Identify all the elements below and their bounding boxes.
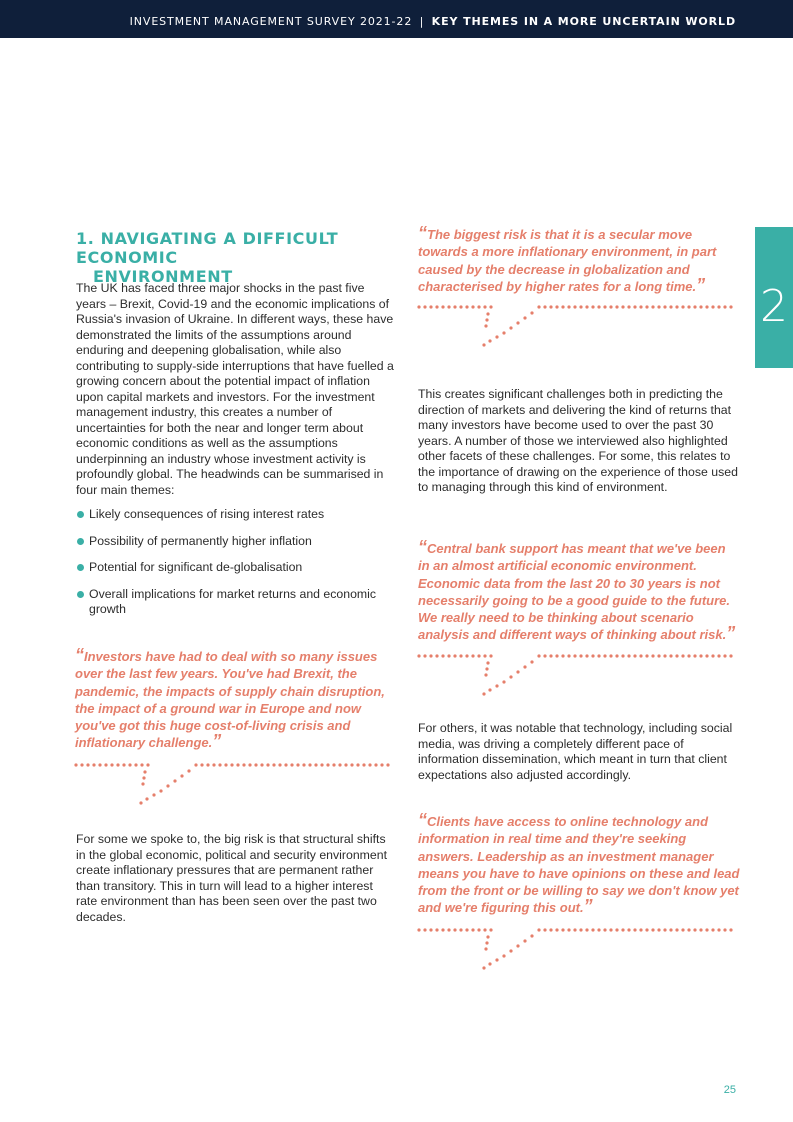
dot: [627, 305, 630, 308]
dot: [687, 654, 690, 657]
dot: [663, 305, 666, 308]
dot: [561, 928, 564, 931]
dot: [502, 954, 505, 957]
dot: [495, 335, 498, 338]
theme-title: KEY THEMES IN A MORE UNCERTAIN WORLD: [431, 15, 736, 28]
dot: [441, 654, 444, 657]
dot: [657, 305, 660, 308]
dot: [651, 928, 654, 931]
dot: [477, 928, 480, 931]
dot: [502, 331, 505, 334]
open-quote-icon: “: [418, 223, 427, 243]
dot: [585, 928, 588, 931]
dot: [484, 947, 487, 950]
body-paragraph: For others, it was notable that technology, including social media, was driving a completely different pace of information dissemination, which meant in turn that client expectations also adjusted accordingly.: [418, 721, 733, 782]
dot: [561, 654, 564, 657]
dot: [477, 305, 480, 308]
dot: [669, 928, 672, 931]
dot: [260, 763, 263, 766]
dot: [663, 654, 666, 657]
pull-quote-1: [75, 645, 397, 752]
dot: [417, 305, 420, 308]
dot: [453, 654, 456, 657]
dot: [555, 654, 558, 657]
dot: [483, 928, 486, 931]
dot: [597, 305, 600, 308]
dot: [597, 654, 600, 657]
dot: [657, 654, 660, 657]
dot: [482, 966, 485, 969]
dot: [488, 688, 491, 691]
dot: [110, 763, 113, 766]
close-quote-icon: ”: [583, 896, 593, 917]
list-item-text: Potential for significant de-globalisation: [89, 560, 303, 574]
dot: [509, 949, 512, 952]
dot: [302, 763, 305, 766]
dot: [687, 928, 690, 931]
dot: [675, 305, 678, 308]
dot: [585, 305, 588, 308]
dot: [516, 670, 519, 673]
quote-text: [418, 537, 740, 644]
header-title: [130, 15, 736, 28]
dot: [675, 654, 678, 657]
dot: [296, 763, 299, 766]
list-item: [76, 507, 396, 523]
paragraph-2-block: [76, 832, 396, 925]
dot: [230, 763, 233, 766]
dot: [516, 321, 519, 324]
dot: [681, 654, 684, 657]
open-quote-icon: “: [418, 537, 427, 557]
dot: [104, 763, 107, 766]
dot: [523, 665, 526, 668]
dot: [603, 928, 606, 931]
dot: [485, 941, 488, 944]
dot: [549, 928, 552, 931]
dot: [530, 934, 533, 937]
bullet-list-block: [76, 507, 396, 618]
dot: [338, 763, 341, 766]
dot: [122, 763, 125, 766]
open-quote-icon: “: [75, 645, 84, 665]
dot: [591, 305, 594, 308]
pull-quote-2: [418, 223, 740, 295]
dot: [224, 763, 227, 766]
dot: [711, 928, 714, 931]
dot: [429, 928, 432, 931]
dot: [206, 763, 209, 766]
dot: [555, 305, 558, 308]
dot: [543, 305, 546, 308]
dot: [639, 654, 642, 657]
pull-quote-3: [418, 537, 740, 644]
section-heading: [76, 229, 394, 286]
dot: [717, 305, 720, 308]
dot: [386, 763, 389, 766]
dot: [639, 928, 642, 931]
dot: [166, 784, 169, 787]
dot: [447, 305, 450, 308]
dot: [687, 305, 690, 308]
right-paragraph-2-block: [418, 721, 740, 783]
dot: [633, 305, 636, 308]
dot: [591, 928, 594, 931]
dot: [579, 654, 582, 657]
dot: [573, 654, 576, 657]
dot: [717, 654, 720, 657]
dot: [591, 654, 594, 657]
dot: [459, 928, 462, 931]
dot: [523, 316, 526, 319]
quote-text: [418, 810, 740, 917]
dot: [116, 763, 119, 766]
dot: [350, 763, 353, 766]
dot: [80, 763, 83, 766]
dot: [509, 675, 512, 678]
dot: [705, 928, 708, 931]
dot: [435, 305, 438, 308]
dot: [308, 763, 311, 766]
dot: [218, 763, 221, 766]
dot: [537, 654, 540, 657]
dot: [484, 324, 487, 327]
bullet-icon: [77, 511, 84, 518]
dot: [699, 305, 702, 308]
dot: [212, 763, 215, 766]
dot: [585, 654, 588, 657]
close-quote-icon: ”: [212, 731, 222, 752]
dot: [266, 763, 269, 766]
dot: [693, 654, 696, 657]
dot: [423, 305, 426, 308]
dot: [362, 763, 365, 766]
dot: [374, 763, 377, 766]
close-quote-icon: ”: [696, 274, 706, 295]
dot: [681, 305, 684, 308]
intro-paragraph: The UK has faced three major shocks in the past five years – Brexit, Covid-19 and the economic implications of Russia's invasion of Ukraine. In different ways, these have demonstrated the limits of the assumptions around enduring and deepening globalisation, while also contributing to supply-side interruptions that have fuelled a growing concern about the potential impact of inflation upon capital markets and investors. For the investment management industry, this creates a number of uncertainties for both the near and longer term about economic conditions as well as the assumptions underpinning an industry whose investment activity is profoundly global. The headwinds can be summarised in four main themes:: [76, 281, 394, 497]
dot: [723, 305, 726, 308]
dot: [173, 779, 176, 782]
quote-body: Clients have access to online technology and information in real time and they're seeking answers. Leadership as an investment manager means you have to have opinions on these and lead from the front or be willing to say we don't know yet and we're figuring this out.: [418, 814, 740, 916]
dot: [453, 305, 456, 308]
quote-body: The biggest risk is that it is a secular move towards a more inflationary environment, in part caused by the decrease in globalization and characterised by higher rates for a long time.: [418, 227, 717, 294]
dot: [489, 305, 492, 308]
dot: [146, 763, 149, 766]
dot: [485, 318, 488, 321]
dot: [159, 789, 162, 792]
left-column: [76, 229, 394, 286]
dot: [597, 928, 600, 931]
dot: [242, 763, 245, 766]
dot: [717, 928, 720, 931]
dot: [423, 928, 426, 931]
dot: [645, 928, 648, 931]
bullet-icon: [77, 538, 84, 545]
dot: [447, 654, 450, 657]
dot: [344, 763, 347, 766]
dot: [314, 763, 317, 766]
dot: [278, 763, 281, 766]
speech-pointer-icon: [417, 304, 739, 350]
dot: [248, 763, 251, 766]
dot: [609, 928, 612, 931]
dot: [435, 654, 438, 657]
dot: [453, 928, 456, 931]
dot: [669, 305, 672, 308]
dot: [254, 763, 257, 766]
list-item: [76, 534, 396, 550]
dot: [723, 928, 726, 931]
dot: [495, 684, 498, 687]
dot: [485, 667, 488, 670]
dot: [579, 305, 582, 308]
dot: [609, 305, 612, 308]
dot: [723, 654, 726, 657]
dot: [699, 928, 702, 931]
dot: [543, 654, 546, 657]
dot: [180, 774, 183, 777]
dot: [459, 654, 462, 657]
page-header: [0, 0, 793, 38]
dot: [471, 928, 474, 931]
speech-pointer-icon: [417, 927, 739, 973]
dot: [693, 928, 696, 931]
dot: [290, 763, 293, 766]
dot: [429, 654, 432, 657]
dot: [516, 944, 519, 947]
dot: [272, 763, 275, 766]
dot: [489, 928, 492, 931]
dot: [549, 654, 552, 657]
dot: [368, 763, 371, 766]
quote-text: [418, 223, 740, 295]
dot: [447, 928, 450, 931]
dot: [567, 305, 570, 308]
dot: [465, 928, 468, 931]
dot: [543, 928, 546, 931]
dot: [140, 763, 143, 766]
dot: [693, 305, 696, 308]
dot: [465, 654, 468, 657]
dot: [74, 763, 77, 766]
body-paragraph: For some we spoke to, the big risk is that structural shifts in the global economic, political and security environment create inflationary pressures that are permanent rather than transitory. This in turn will lead to a higher interest rate environment than has been seen over the past two decades.: [76, 832, 388, 924]
dot: [98, 763, 101, 766]
speech-pointer-icon: [417, 653, 739, 699]
dot: [484, 673, 487, 676]
dot: [633, 654, 636, 657]
dot: [609, 654, 612, 657]
dot: [639, 305, 642, 308]
dot: [621, 654, 624, 657]
heading-line-2: ENVIRONMENT: [93, 267, 233, 286]
dot: [417, 654, 420, 657]
themes-list: [76, 507, 396, 618]
dot: [729, 928, 732, 931]
dot: [729, 654, 732, 657]
dot: [145, 797, 148, 800]
pull-quote-4: [418, 810, 740, 917]
dot: [380, 763, 383, 766]
section-number: 2: [760, 281, 788, 332]
dot: [555, 928, 558, 931]
dot: [459, 305, 462, 308]
dot: [502, 680, 505, 683]
dot: [561, 305, 564, 308]
dot: [332, 763, 335, 766]
dot: [669, 654, 672, 657]
quote-text: [75, 645, 397, 752]
dot: [92, 763, 95, 766]
dot: [509, 326, 512, 329]
list-item-text: Likely consequences of rising interest rates: [89, 507, 325, 521]
dot: [152, 793, 155, 796]
dot: [326, 763, 329, 766]
dot: [423, 654, 426, 657]
dot: [236, 763, 239, 766]
dot: [573, 928, 576, 931]
dot: [486, 935, 489, 938]
dot: [441, 928, 444, 931]
dot: [627, 654, 630, 657]
header-separator: |: [419, 15, 425, 28]
dot: [429, 305, 432, 308]
dot: [417, 928, 420, 931]
dot: [134, 763, 137, 766]
dot: [530, 660, 533, 663]
dot: [471, 654, 474, 657]
quote-body: Central bank support has meant that we've been in an almost artificial economic environment. Economic data from the last 20 to 30 years is not necessarily going to be a good guide to the future. We really need to be thinking about scenario analysis and different ways of thinking about risk.: [418, 541, 731, 643]
dot: [681, 928, 684, 931]
right-paragraph-1-block: [418, 387, 740, 496]
dot: [488, 339, 491, 342]
dot: [573, 305, 576, 308]
dot: [194, 763, 197, 766]
heading-line-1: 1. NAVIGATING A DIFFICULT ECONOMIC: [76, 229, 339, 267]
dot: [651, 305, 654, 308]
dot: [530, 311, 533, 314]
dot: [711, 305, 714, 308]
dot: [489, 654, 492, 657]
dot: [483, 654, 486, 657]
dot: [567, 654, 570, 657]
dot: [486, 661, 489, 664]
dot: [615, 305, 618, 308]
dot: [483, 305, 486, 308]
dot: [187, 769, 190, 772]
dot: [477, 654, 480, 657]
body-paragraph: This creates significant challenges both in predicting the direction of markets and delivering the kind of returns that many investors have become used to over the past 30 years. A number of those we interviewed also highlighted other facets of these challenges. For some, this relates to the importance of drawing on the experience of those used to managing through this kind of environment.: [418, 387, 738, 494]
dot: [284, 763, 287, 766]
dot: [495, 958, 498, 961]
dot: [711, 654, 714, 657]
dot: [699, 654, 702, 657]
bullet-icon: [77, 564, 84, 571]
dot: [651, 654, 654, 657]
dot: [523, 939, 526, 942]
speech-pointer-icon: [74, 762, 396, 808]
intro-block: [76, 281, 396, 498]
dot: [86, 763, 89, 766]
dot: [603, 654, 606, 657]
dot: [537, 305, 540, 308]
dot: [465, 305, 468, 308]
list-item: [76, 560, 396, 576]
dot: [320, 763, 323, 766]
dot: [482, 343, 485, 346]
list-item: [76, 587, 396, 618]
dot: [663, 928, 666, 931]
dot: [615, 928, 618, 931]
dot: [549, 305, 552, 308]
dot: [645, 305, 648, 308]
list-item-text: Possibility of permanently higher inflation: [89, 533, 312, 548]
dot: [705, 654, 708, 657]
dot: [567, 928, 570, 931]
open-quote-icon: “: [418, 810, 427, 830]
dot: [471, 305, 474, 308]
dot: [621, 305, 624, 308]
dot: [621, 928, 624, 931]
quote-body: Investors have had to deal with so many issues over the last few years. You've had Brexit, the pandemic, the impacts of supply chain disruption, the impact of a ground war in Europe and now you've got this huge cost-of-living crisis and inflationary challenge.: [75, 649, 385, 751]
list-item-text: Overall implications for market returns and economic growth: [89, 586, 377, 616]
survey-title: INVESTMENT MANAGEMENT SURVEY 2021-22: [129, 15, 413, 28]
close-quote-icon: ”: [726, 623, 736, 644]
dot: [705, 305, 708, 308]
section-tab: [755, 227, 793, 368]
dot: [579, 928, 582, 931]
dot: [645, 654, 648, 657]
dot: [128, 763, 131, 766]
dot: [142, 776, 145, 779]
dot: [657, 928, 660, 931]
dot: [603, 305, 606, 308]
dot: [435, 928, 438, 931]
dot: [441, 305, 444, 308]
bullet-icon: [77, 591, 84, 598]
dot: [200, 763, 203, 766]
dot: [627, 928, 630, 931]
page-number: 25: [723, 1084, 736, 1096]
dot: [488, 962, 491, 965]
dot: [356, 763, 359, 766]
dot: [482, 692, 485, 695]
dot: [139, 801, 142, 804]
dot: [537, 928, 540, 931]
dot: [141, 782, 144, 785]
dot: [675, 928, 678, 931]
dot: [615, 654, 618, 657]
dot: [729, 305, 732, 308]
dot: [486, 312, 489, 315]
dot: [143, 770, 146, 773]
dot: [633, 928, 636, 931]
